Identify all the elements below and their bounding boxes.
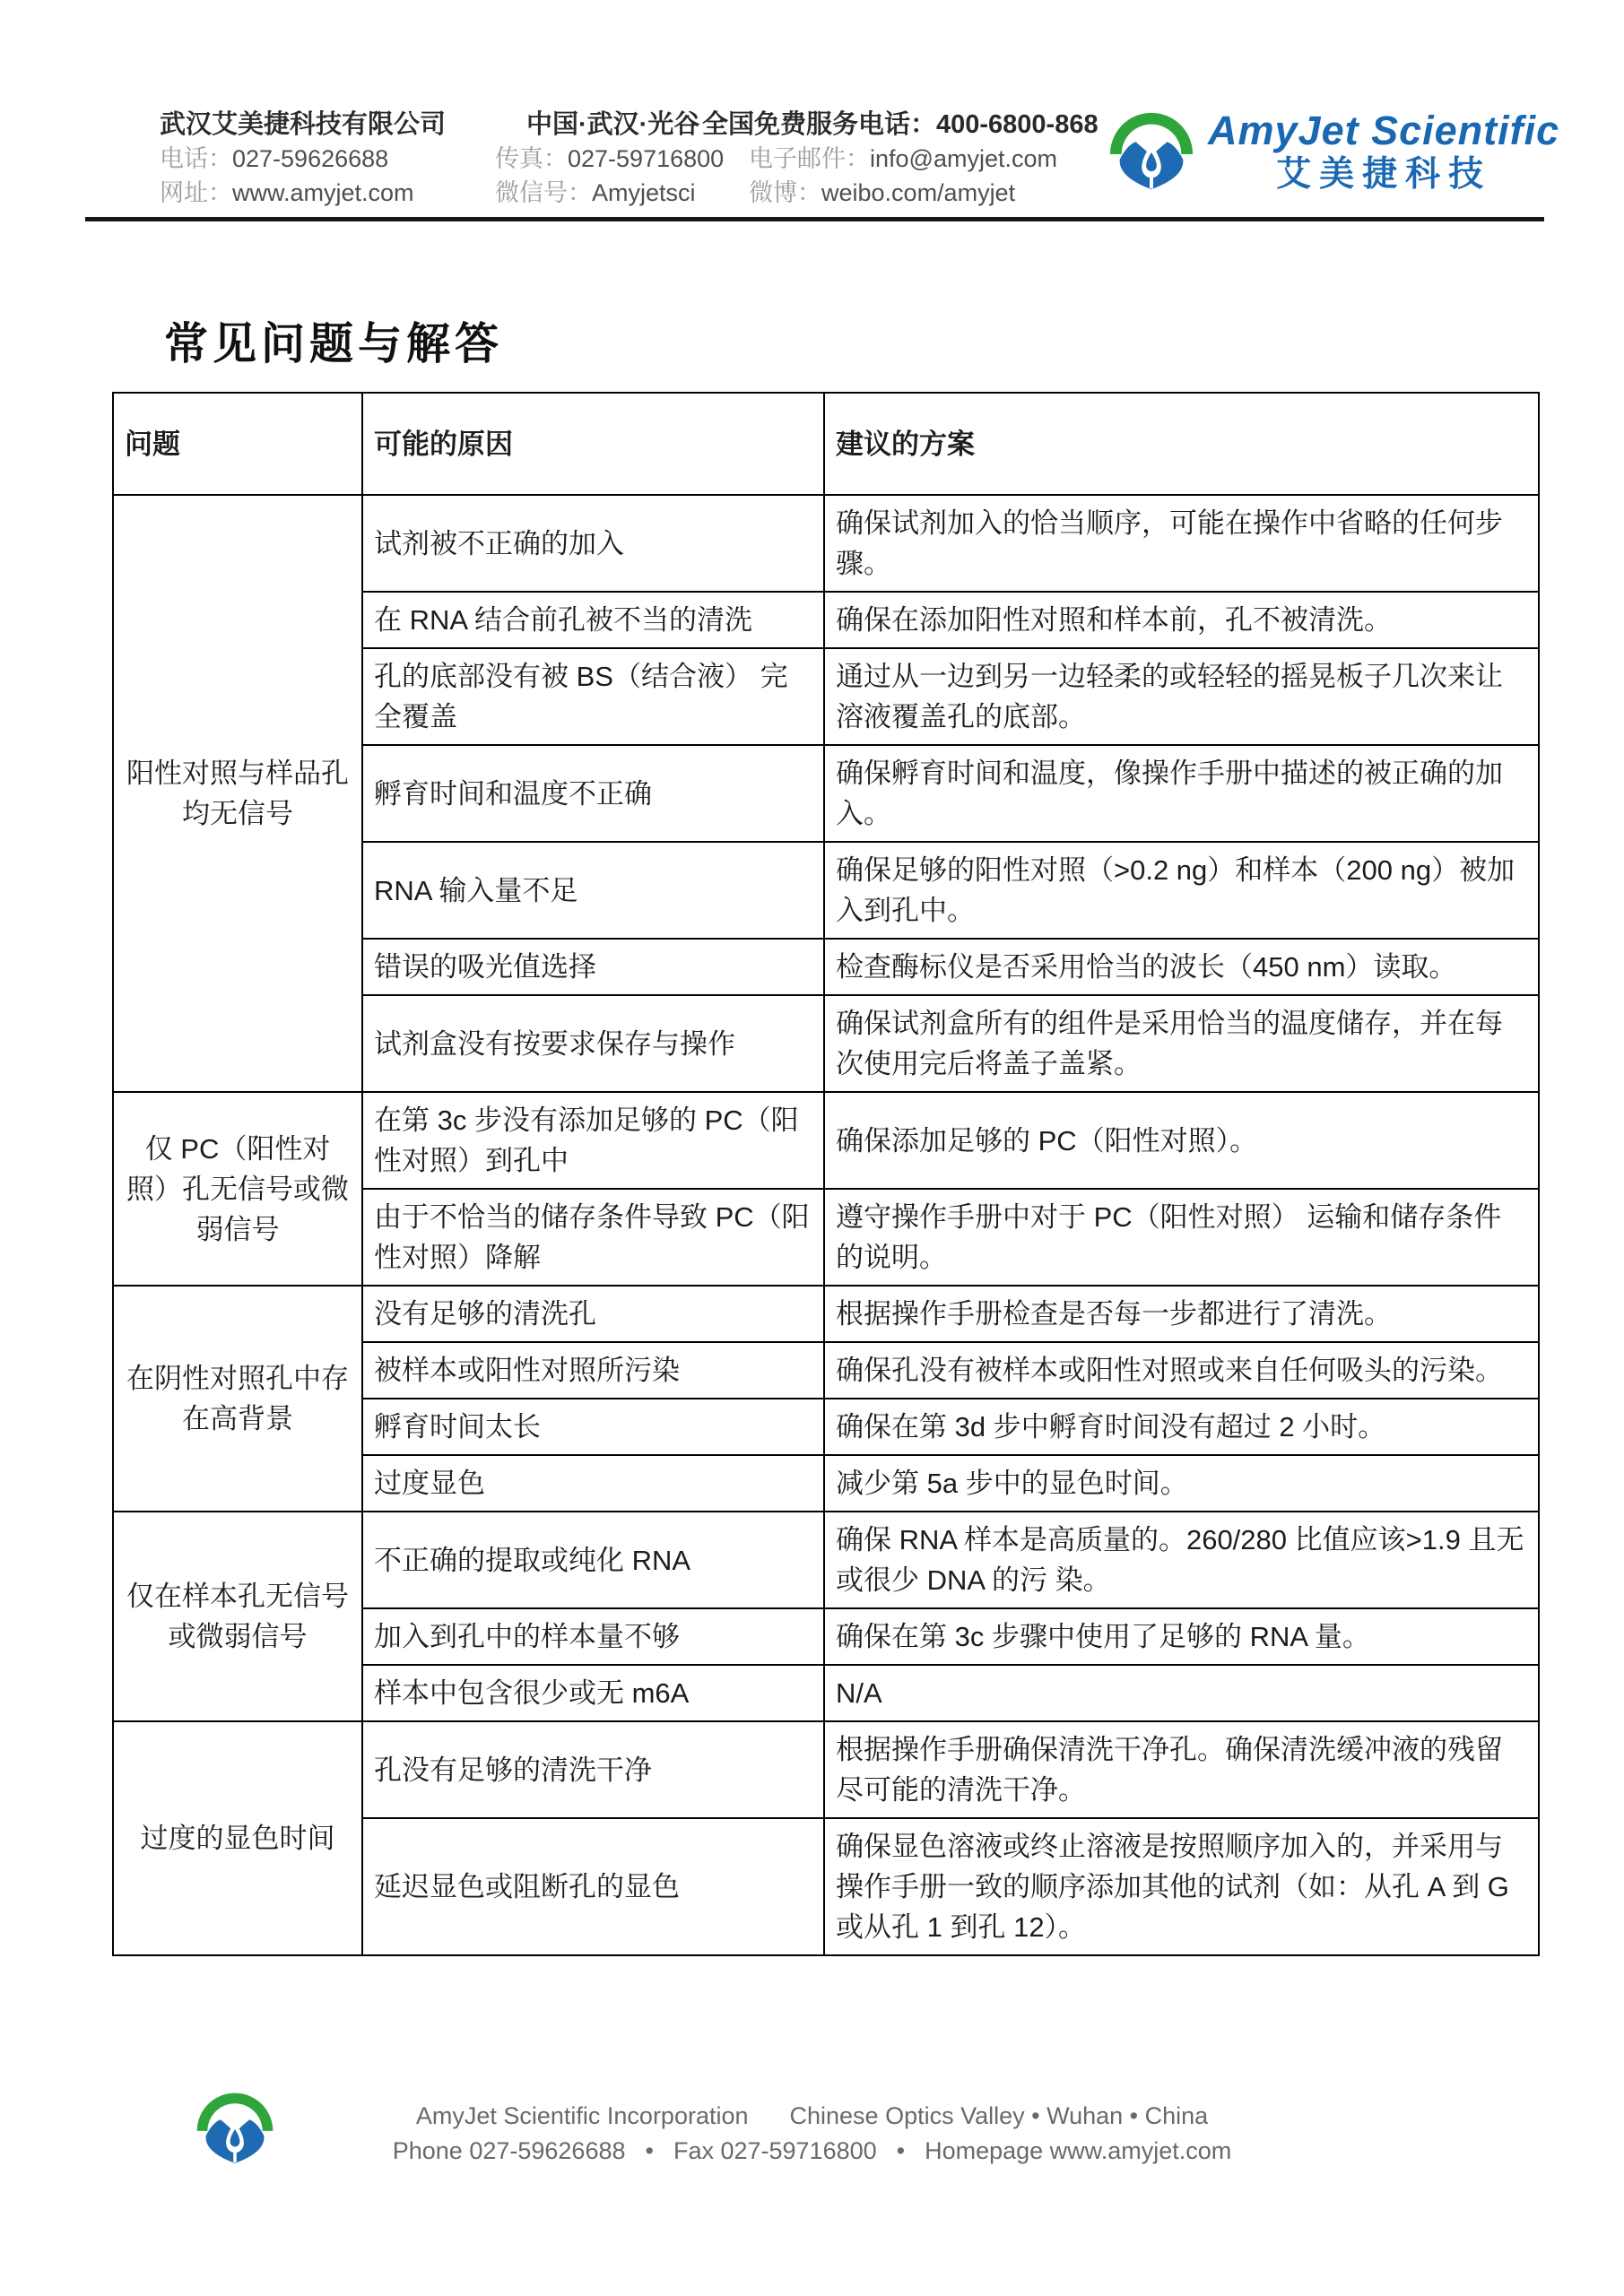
page-title: 常见问题与解答 <box>164 317 504 369</box>
cause-cell: 孵育时间太长 <box>362 1399 824 1455</box>
faq-table-body <box>113 495 1539 1955</box>
solution-cell: 确保足够的阳性对照（>0.2 ng）和样本（200 ng）被加入到孔中。 <box>824 842 1539 939</box>
problem-cell: 在阴性对照孔中存在高背景 <box>113 1286 362 1512</box>
website-line <box>160 176 446 210</box>
footer-company: AmyJet Scientific Incorporation <box>415 2102 749 2129</box>
solution-cell: 遵守操作手册中对于 PC（阳性对照） 运输和储存条件的说明。 <box>824 1189 1539 1286</box>
wechat-line <box>495 176 724 210</box>
header-company-block <box>160 108 446 210</box>
cause-cell: RNA 输入量不足 <box>362 842 824 939</box>
phone-value: 027-59626688 <box>232 145 389 172</box>
cause-cell: 样本中包含很少或无 m6A <box>362 1665 824 1721</box>
solution-cell: 减少第 5a 步中的显色时间。 <box>824 1455 1539 1512</box>
fax-label: 传真： <box>495 145 568 172</box>
solution-cell: 根据操作手册检查是否每一步都进行了清洗。 <box>824 1286 1539 1342</box>
cause-cell: 由于不恰当的储存条件导致 PC（阳性对照）降解 <box>362 1189 824 1286</box>
table-row <box>113 1512 1539 1608</box>
company-name: 武汉艾美捷科技有限公司 <box>160 110 447 139</box>
column-header-cause: 可能的原因 <box>362 393 824 495</box>
footer-contacts <box>0 2134 1624 2169</box>
cause-cell: 孵育时间和温度不正确 <box>362 745 824 842</box>
solution-cell: 检查酶标仪是否采用恰当的波长（450 nm）读取。 <box>824 939 1539 995</box>
table-row <box>113 495 1539 592</box>
cause-cell: 试剂盒没有按要求保存与操作 <box>362 995 824 1092</box>
footer-line1 <box>0 2099 1624 2134</box>
page-footer <box>0 2099 1624 2169</box>
bullet-separator: • <box>645 2137 654 2164</box>
column-header-solution: 建议的方案 <box>824 393 1539 495</box>
weibo-value: weibo.com/amyjet <box>821 179 1016 206</box>
fax-line <box>495 142 724 176</box>
solution-cell: 确保显色溶液或终止溶液是按照顺序加入的，并采用与操作手册一致的顺序添加其他的试剂（如：从孔 A 到 G 或从孔 1 到孔 12）。 <box>824 1818 1539 1955</box>
fax-value: 027-59716800 <box>568 145 725 172</box>
hotline: 全国免费服务电话：400-6800-868 <box>702 110 1099 139</box>
footer-contact-item: Phone 027-59626688 <box>392 2137 626 2164</box>
solution-cell: 根据操作手册确保清洗干净孔。确保清洗缓冲液的残留尽可能的清洗干净。 <box>824 1721 1539 1818</box>
website-value: www.amyjet.com <box>232 179 414 206</box>
phone-line <box>160 142 446 176</box>
problem-cell: 仅 PC（阳性对照）孔无信号或微弱信号 <box>113 1092 362 1286</box>
cause-cell: 加入到孔中的样本量不够 <box>362 1608 824 1665</box>
brand-block <box>1107 108 1559 199</box>
footer-address: Chinese Optics Valley • Wuhan • China <box>789 2102 1209 2129</box>
solution-cell: 确保在第 3c 步骤中使用了足够的 RNA 量。 <box>824 1608 1539 1665</box>
cause-cell: 在第 3c 步没有添加足够的 PC（阳性对照）到孔中 <box>362 1092 824 1189</box>
table-row <box>113 1092 1539 1189</box>
solution-cell: 确保试剂加入的恰当顺序，可能在操作中省略的任何步骤。 <box>824 495 1539 592</box>
phone-label: 电话： <box>160 145 232 172</box>
footer-contact-item: Homepage www.amyjet.com <box>925 2137 1232 2164</box>
header-location-block <box>495 108 724 210</box>
amyjet-logo-icon <box>1107 108 1195 199</box>
bullet-separator: • <box>896 2137 906 2164</box>
table-header-row <box>113 393 1539 495</box>
cause-cell: 在 RNA 结合前孔被不当的清洗 <box>362 592 824 648</box>
cause-cell: 孔没有足够的清洗干净 <box>362 1721 824 1818</box>
cause-cell: 被样本或阳性对照所污染 <box>362 1342 824 1399</box>
problem-cell: 仅在样本孔无信号或微弱信号 <box>113 1512 362 1721</box>
solution-cell: 确保添加足够的 PC（阳性对照）。 <box>824 1092 1539 1189</box>
wechat-value: Amyjetsci <box>592 179 696 206</box>
cause-cell: 延迟显色或阻断孔的显色 <box>362 1818 824 1955</box>
cause-cell: 试剂被不正确的加入 <box>362 495 824 592</box>
location: 中国·武汉·光谷 <box>526 110 700 139</box>
solution-cell: 确保试剂盒所有的组件是采用恰当的温度储存，并在每次使用完后将盖子盖紧。 <box>824 995 1539 1092</box>
footer-contact-item: Fax 027-59716800 <box>673 2137 877 2164</box>
problem-cell: 阳性对照与样品孔均无信号 <box>113 495 362 1092</box>
wechat-label: 微信号： <box>495 179 592 206</box>
table-row <box>113 1286 1539 1342</box>
cause-cell: 没有足够的清洗孔 <box>362 1286 824 1342</box>
brand-name-en: AmyJet Scientific <box>1208 108 1560 153</box>
table-row <box>113 1721 1539 1818</box>
faq-table <box>112 392 1540 1956</box>
problem-cell: 过度的显色时间 <box>113 1721 362 1955</box>
brand-text <box>1208 108 1559 195</box>
cause-cell: 错误的吸光值选择 <box>362 939 824 995</box>
column-header-problem: 问题 <box>113 393 362 495</box>
header-service-block <box>702 108 1099 210</box>
cause-cell: 过度显色 <box>362 1455 824 1512</box>
solution-cell: 确保孵育时间和温度，像操作手册中描述的被正确的加入。 <box>824 745 1539 842</box>
cause-cell: 孔的底部没有被 BS（结合液） 完全覆盖 <box>362 648 824 745</box>
weibo-line <box>749 176 1099 210</box>
email-value: info@amyjet.com <box>870 145 1057 172</box>
website-label: 网址： <box>160 179 232 206</box>
brand-name-cn: 艾美捷科技 <box>1276 155 1492 194</box>
header-divider <box>85 217 1544 221</box>
solution-cell: N/A <box>824 1665 1539 1721</box>
solution-cell: 通过从一边到另一边轻柔的或轻轻的摇晃板子几次来让溶液覆盖孔的底部。 <box>824 648 1539 745</box>
weibo-label: 微博： <box>749 179 821 206</box>
solution-cell: 确保在第 3d 步中孵育时间没有超过 2 小时。 <box>824 1399 1539 1455</box>
solution-cell: 确保在添加阳性对照和样本前，孔不被清洗。 <box>824 592 1539 648</box>
solution-cell: 确保孔没有被样本或阳性对照或来自任何吸头的污染。 <box>824 1342 1539 1399</box>
solution-cell: 确保 RNA 样本是高质量的。260/280 比值应该>1.9 且无或很少 DNA 的污 染。 <box>824 1512 1539 1608</box>
email-label: 电子邮件： <box>749 145 870 172</box>
email-line <box>749 142 1099 176</box>
cause-cell: 不正确的提取或纯化 RNA <box>362 1512 824 1608</box>
